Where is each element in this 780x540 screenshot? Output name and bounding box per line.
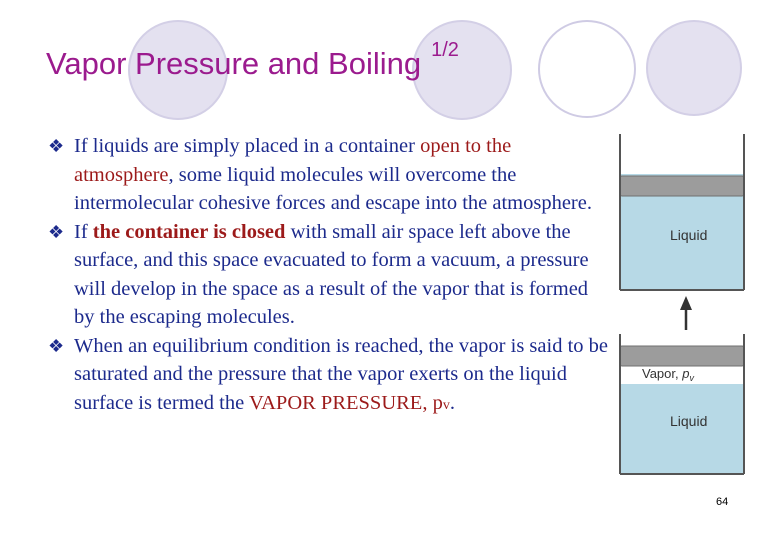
- bullet-text: v: [442, 397, 450, 413]
- slide-title-superscript: 1/2: [431, 39, 459, 61]
- decor-circle-3: [646, 20, 742, 116]
- diamond-bullet-icon: ❖: [48, 221, 65, 242]
- bullet-text: open to the atmosphere: [74, 135, 512, 186]
- page-number: 64: [716, 496, 729, 508]
- closed-container-liquid: [620, 384, 744, 474]
- bottom-liquid-label: Liquid: [670, 413, 708, 429]
- bullet-text: If: [74, 220, 93, 243]
- bullet-item: [48, 218, 608, 332]
- bullet-text: VAPOR PRESSURE, p: [248, 391, 443, 414]
- bullet-item: [48, 132, 608, 218]
- bullet-item: [48, 332, 608, 421]
- slide-title-text: Vapor Pressure and Boiling: [46, 46, 422, 81]
- bullet-list: [48, 132, 608, 420]
- top-liquid-label: Liquid: [670, 227, 708, 243]
- bullet-text: , some liquid molecules will overcome the intermolecular cohesive forces and escape into the atmosphere.: [74, 163, 592, 214]
- closed-container-lid: [620, 346, 744, 366]
- container-diagram: [618, 134, 750, 486]
- vapor-label: Vapor, $p_v$: [642, 366, 694, 383]
- bullet-text: the container is closed: [92, 220, 286, 243]
- slide-title: [46, 39, 459, 82]
- closed-container: [620, 334, 744, 474]
- bullet-text: When an equilibrium condition is reached, the vapor is said to be saturated and the pressure that the vapor exerts on the liquid surface is termed the: [74, 334, 608, 414]
- diamond-bullet-icon: ❖: [48, 335, 65, 356]
- bullet-text: with small air space left above the surface, and this space evacuated to form a vacuum, a pressure will develop in the space as a result of the vapor that is formed by the escaping molecules.: [74, 220, 589, 328]
- open-container-lid: [620, 176, 744, 196]
- bullet-text: .: [449, 391, 455, 414]
- decor-ring-1: [538, 20, 636, 118]
- up-arrow-icon: [680, 296, 692, 330]
- diamond-bullet-icon: ❖: [48, 136, 65, 156]
- open-container: [620, 134, 744, 290]
- bullet-text: If liquids are simply placed in a container: [74, 135, 421, 157]
